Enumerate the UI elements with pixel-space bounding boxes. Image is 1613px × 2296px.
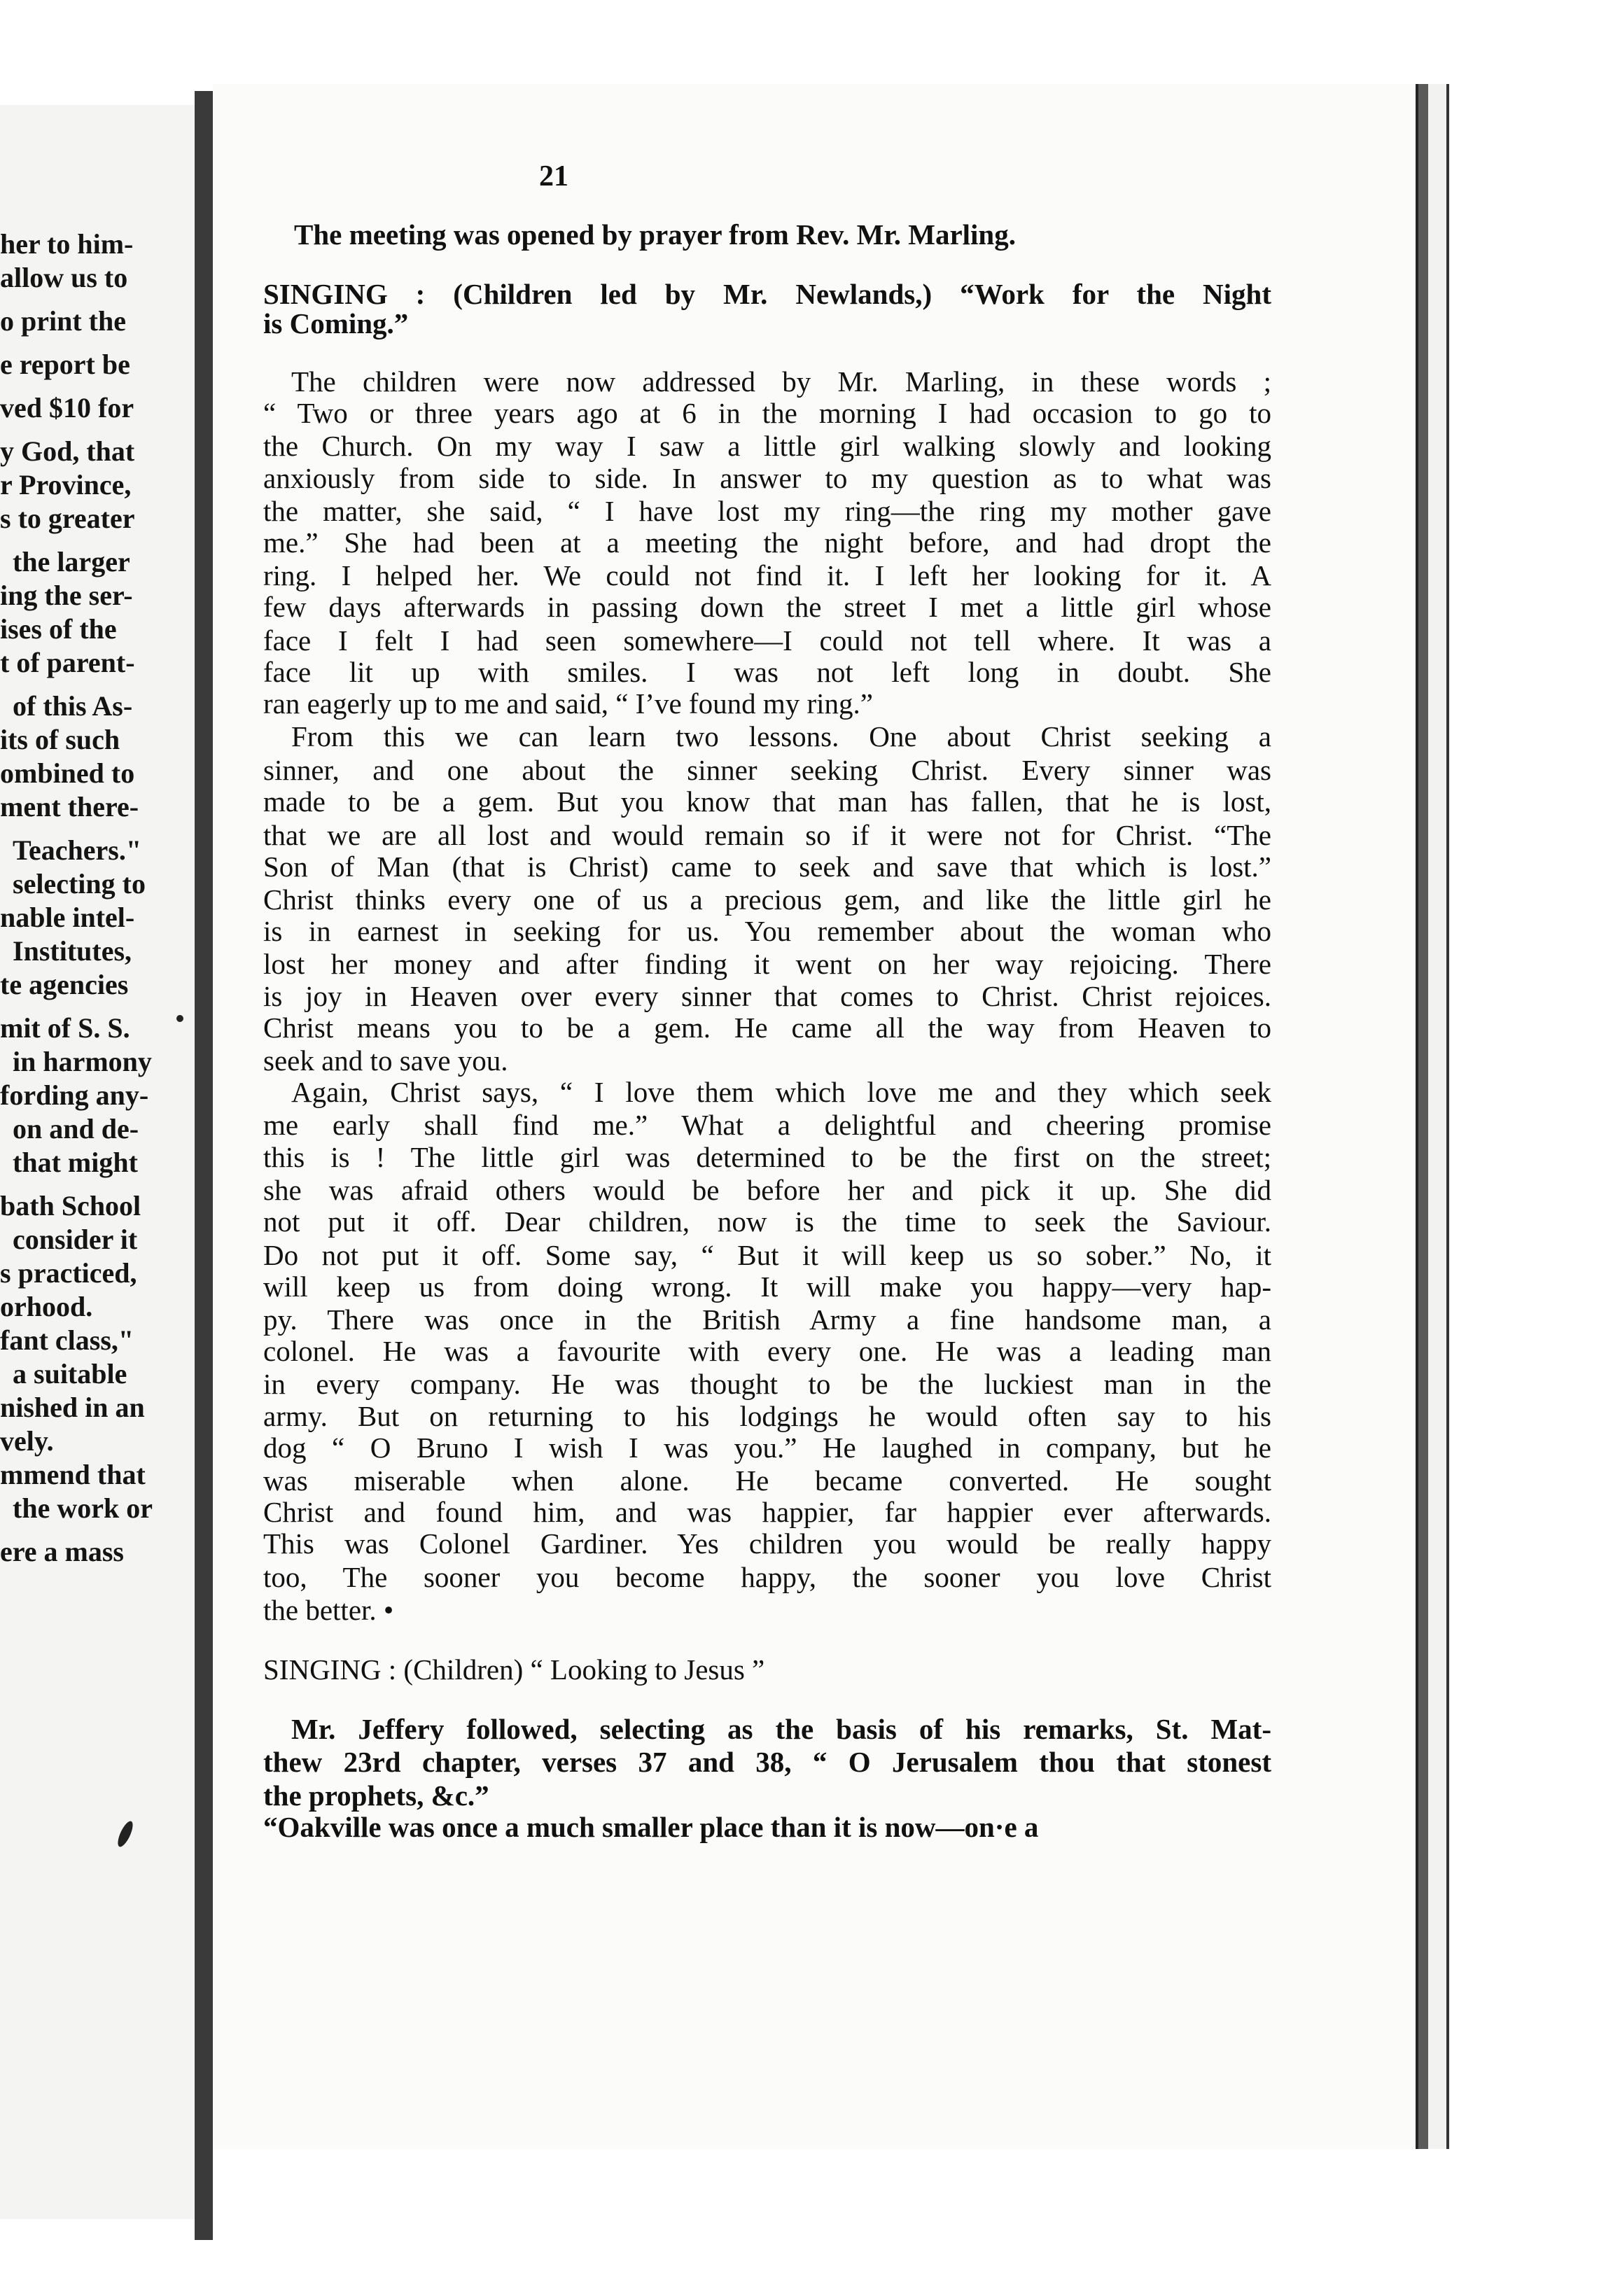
left-page-text-fragment: s to greater (0, 503, 135, 534)
left-page-text-fragment: o print the (0, 305, 126, 337)
text-line: the better. • (263, 1594, 394, 1626)
text-line: was miserable when alone. He became converted. He sought (263, 1464, 1271, 1497)
text-line: seek and to save you. (263, 1044, 508, 1077)
left-page-text-fragment: Teachers." (13, 834, 142, 866)
text-line: Mr. Jeffery followed, selecting as the basis of his remarks, St. Mat- (291, 1713, 1271, 1745)
text-line: The meeting was opened by prayer from Rev. Mr. Marling. (294, 218, 1016, 251)
left-page-text-fragment: fording any- (0, 1079, 149, 1111)
text-line: army. But on returning to his lodgings he would often say to his (263, 1400, 1271, 1432)
left-page-text-fragment: the larger (13, 546, 130, 578)
left-page-text-fragment: Institutes, (13, 935, 132, 967)
text-line: the Church. On my way I saw a little girl walking slowly and looking (263, 430, 1271, 462)
left-page-text-fragment: the work or (13, 1492, 153, 1524)
left-page-text-fragment: r Province, (0, 469, 132, 500)
text-line: anxiously from side to side. In answer to my question as to what was (263, 462, 1271, 494)
left-page-fragment (0, 105, 195, 2219)
text-line: in every company. He was thought to be the luckiest man in the (263, 1368, 1271, 1400)
left-page-text-fragment: allow us to (0, 262, 128, 293)
text-line: lost her money and after finding it went on her way rejoicing. There (263, 948, 1271, 980)
text-line: ran eagerly up to me and said, “ I’ve found my ring.” (263, 687, 873, 720)
text-line: Son of Man (that is Christ) came to seek and save that which is lost.” (263, 850, 1271, 883)
text-line: Christ and found him, and was happier, far happier ever afterwards. (263, 1496, 1271, 1528)
text-line: SINGING : (Children) “ Looking to Jesus ” (263, 1653, 765, 1686)
text-line: this is ! The little girl was determined to be the first on the street; (263, 1141, 1271, 1173)
left-page-text-fragment: ved $10 for (0, 392, 134, 424)
text-line: will keep us from doing wrong. It will make you happy—very hap- (263, 1270, 1271, 1303)
left-page-text-fragment: ises of the (0, 613, 117, 645)
left-page-text-fragment: vely. (0, 1425, 54, 1457)
text-line: that we are all lost and would remain so if it were not for Christ. “The (263, 819, 1271, 851)
left-page-text-fragment: its of such (0, 724, 120, 755)
text-line: is joy in Heaven over every sinner that comes to Christ. Christ rejoices. (263, 980, 1271, 1012)
text-line: is in earnest in seeking for us. You remember about the woman who (263, 915, 1271, 947)
text-line: From this we can learn two lessons. One about Christ seeking a (291, 720, 1271, 752)
text-line: SINGING : (Children led by Mr. Newlands,) “Work for the Night (263, 278, 1271, 310)
text-line: colonel. He was a favourite with every one. He was a leading man (263, 1335, 1271, 1367)
left-page-text-fragment: ere a mass (0, 1536, 124, 1567)
left-page-text-fragment: consider it (13, 1224, 138, 1255)
text-line: the prophets, &c.” (263, 1779, 489, 1812)
text-line: is Coming.” (263, 307, 409, 340)
text-line: face lit up with smiles. I was not left long in doubt. She (263, 656, 1271, 688)
text-line: ring. I helped her. We could not find it. I left her looking for it. A (263, 559, 1271, 592)
text-line: dog “ O Bruno I wish I was you.” He laughed in company, but he (263, 1432, 1271, 1464)
left-page-text-fragment: nished in an (0, 1392, 145, 1423)
text-line: me.” She had been at a meeting the night before, and had dropt the (263, 526, 1271, 559)
text-line: sinner, and one about the sinner seeking Christ. Every sinner was (263, 754, 1271, 786)
left-page-text-fragment: nable intel- (0, 902, 135, 933)
text-line: too, The sooner you become happy, the sooner you love Christ (263, 1561, 1271, 1593)
left-page-text-fragment: e report be (0, 349, 130, 380)
ink-mark (176, 1015, 183, 1022)
left-page-text-fragment: selecting to (13, 868, 146, 899)
text-line: Do not put it off. Some say, “ But it will keep us so sober.” No, it (263, 1239, 1271, 1271)
text-line: she was afraid others would be before her and pick it up. She did (263, 1174, 1271, 1206)
left-page-text-fragment: on and de- (13, 1113, 139, 1144)
book-gutter (195, 91, 213, 2240)
left-page-text-fragment: ing the ser- (0, 580, 133, 611)
text-line: Again, Christ says, “ I love them which love me and they which seek (291, 1076, 1271, 1108)
text-line: Christ thinks every one of us a precious gem, and like the little girl he (263, 883, 1271, 916)
left-page-text-fragment: mmend that (0, 1459, 146, 1490)
left-page-text-fragment: fant class," (0, 1324, 134, 1356)
text-line: made to be a gem. But you know that man has fallen, that he is lost, (263, 785, 1271, 818)
text-line: The children were now addressed by Mr. Marling, in these words ; (291, 365, 1271, 398)
text-line: not put it off. Dear children, now is the time to seek the Saviour. (263, 1205, 1271, 1238)
left-page-text-fragment: s practiced, (0, 1257, 137, 1289)
left-page-text-fragment: mit of S. S. (0, 1012, 130, 1044)
text-line: face I felt I had seen somewhere—I could not tell where. It was a (263, 624, 1271, 657)
text-line: Christ means you to be a gem. He came all the way from Heaven to (263, 1011, 1271, 1044)
left-page-text-fragment: that might (13, 1147, 138, 1178)
left-page-text-fragment: y God, that (0, 435, 135, 467)
left-page-text-fragment: orhood. (0, 1291, 93, 1322)
text-line: me early shall find me.” What a delightful and cheering promise (263, 1109, 1271, 1141)
left-page-text-fragment: her to him- (0, 228, 134, 260)
left-page-text-fragment: ment there- (0, 791, 139, 822)
text-line: “Oakville was once a much smaller place than it is now—on·e a (263, 1811, 1039, 1843)
text-line: thew 23rd chapter, verses 37 and 38, “ O Jerusalem thou that stonest (263, 1746, 1271, 1778)
page-number: 21 (539, 160, 568, 192)
text-line: “ Two or three years ago at 6 in the morning I had occasion to go to (263, 397, 1271, 429)
left-page-text-fragment: in harmony (13, 1046, 152, 1077)
left-page-text-fragment: ombined to (0, 757, 135, 789)
text-line: py. There was once in the British Army a fine handsome man, a (263, 1303, 1271, 1336)
left-page-text-fragment: t of parent- (0, 647, 135, 678)
left-page-text-fragment: te agencies (0, 969, 129, 1000)
left-page-text-fragment: of this As- (13, 690, 133, 722)
left-page-text-fragment: a suitable (13, 1358, 127, 1390)
text-line: few days afterwards in passing down the street I met a little girl whose (263, 591, 1271, 623)
text-line: This was Colonel Gardiner. Yes children you would be really happy (263, 1527, 1271, 1560)
left-page-text-fragment: bath School (0, 1190, 141, 1222)
text-line: the matter, she said, “ I have lost my ring—the ring my mother gave (263, 495, 1271, 527)
